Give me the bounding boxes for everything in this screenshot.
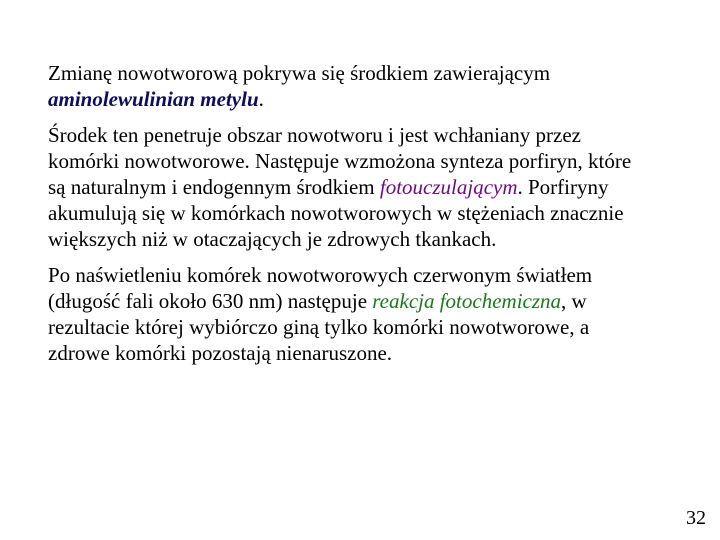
paragraph-3 bbox=[48, 262, 648, 366]
term-fotouczulajacym: fotouczulającym bbox=[379, 175, 518, 199]
term-aminolewulinian-metylu: aminolewulinian metylu bbox=[48, 87, 259, 111]
paragraph-1-text-b: . bbox=[258, 87, 264, 111]
paragraph-1 bbox=[48, 60, 648, 112]
page-number: 32 bbox=[686, 507, 706, 529]
paragraph-3-text-b: , w rezultacie której wybiórczo giną tylko komórki nowotworowe, a zdrowe komórki pozostają nienaruszone. bbox=[48, 289, 590, 365]
paragraph-2 bbox=[48, 122, 648, 252]
paragraph-3-text-a: Po naświetleniu komórek nowotworowych czerwonym światłem (długość fali około 630 nm) następuje bbox=[48, 263, 593, 313]
paragraph-2-text-b: . Porfiryny akumulują się w komórkach nowotworowych w stężeniach znacznie większych niż w otaczających je zdrowych tkankach. bbox=[48, 175, 624, 251]
paragraph-1-text-a: Zmianę nowotworową pokrywa się środkiem zawierającym bbox=[48, 61, 551, 85]
paragraph-2-text-a: Środek ten penetruje obszar nowotworu i jest wchłaniany przez komórki nowotworowe. Następuje wzmożona synteza porfiryn, które są naturalnym i endogennym środkiem bbox=[48, 123, 632, 199]
term-reakcja-fotochemiczna: reakcja fotochemiczna bbox=[372, 289, 562, 313]
slide-body bbox=[48, 60, 648, 376]
